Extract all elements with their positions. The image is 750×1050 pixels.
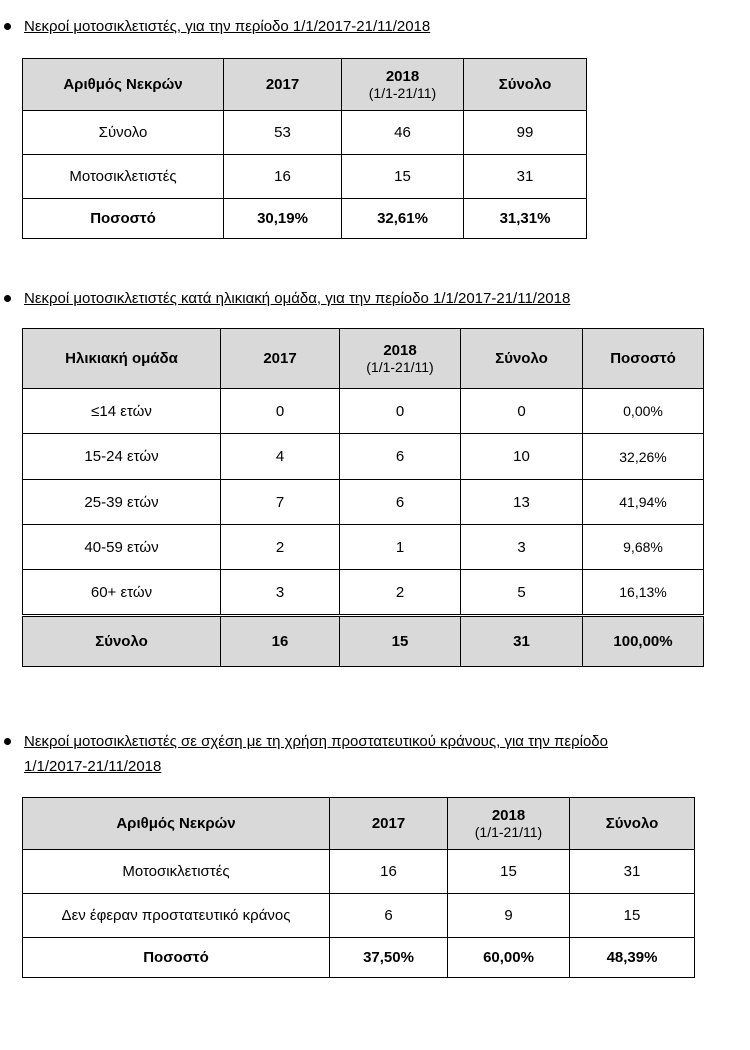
table-cell: 16	[224, 155, 342, 199]
table-cell: 2	[221, 525, 340, 570]
table-cell: 100,00%	[583, 616, 704, 667]
table-cell: 31	[461, 616, 583, 667]
table-cell: 9	[448, 894, 570, 938]
table-cell: 60,00%	[448, 938, 570, 978]
table-cell: 0	[340, 389, 461, 434]
header-period: (1/1-21/11)	[474, 824, 543, 840]
section3-table	[22, 797, 695, 978]
table-cell: 13	[461, 480, 583, 525]
table-cell: 4	[221, 434, 340, 480]
table-cell: 31	[570, 850, 695, 894]
header-cell: 2017	[221, 329, 340, 389]
table-row	[23, 570, 704, 616]
header-cell: Ποσοστό	[583, 329, 704, 389]
header-cell	[340, 329, 461, 389]
header-cell: Σύνολο	[570, 798, 695, 850]
header-cell	[448, 798, 570, 850]
table-row	[23, 434, 704, 480]
table-cell: 5	[461, 570, 583, 616]
table-cell: Ποσοστό	[23, 199, 224, 239]
header-cell: Ηλικιακή ομάδα	[23, 329, 221, 389]
table-cell: ≤14 ετών	[23, 389, 221, 434]
table-cell: 0	[221, 389, 340, 434]
bullet-icon	[4, 738, 11, 745]
table-cell: 31,31%	[464, 199, 587, 239]
table-row	[23, 389, 704, 434]
table-cell: 15	[340, 616, 461, 667]
section3-heading-line1: Νεκροί μοτοσικλετιστές σε σχέση με τη χρήση προστατευτικού κράνους, για την περίοδο	[24, 733, 608, 750]
header-period: (1/1-21/11)	[368, 85, 437, 101]
section2-heading: Νεκροί μοτοσικλετιστές κατά ηλικιακή ομάδα, για την περίοδο 1/1/2017-21/11/2018	[24, 290, 571, 307]
table-cell: Σύνολο	[23, 111, 224, 155]
table-cell: 0,00%	[583, 389, 704, 434]
table-row	[23, 938, 695, 978]
table-cell: 6	[330, 894, 448, 938]
table-cell: Ποσοστό	[23, 938, 330, 978]
table-row	[23, 111, 587, 155]
table-cell: 7	[221, 480, 340, 525]
header-cell: Σύνολο	[464, 59, 587, 111]
section3-heading-line2: 1/1/2017-21/11/2018	[24, 758, 162, 775]
table-cell: 15	[570, 894, 695, 938]
table-cell: 99	[464, 111, 587, 155]
table-header-row	[23, 798, 695, 850]
table-cell: 48,39%	[570, 938, 695, 978]
table-cell: 1	[340, 525, 461, 570]
table-cell: 32,61%	[342, 199, 464, 239]
table-total-row	[23, 616, 704, 667]
table-cell: 15	[448, 850, 570, 894]
section2-table	[22, 328, 704, 667]
table-row	[23, 850, 695, 894]
table-cell: 2	[340, 570, 461, 616]
table-cell: 60+ ετών	[23, 570, 221, 616]
section1-table	[22, 58, 587, 239]
table-cell: 37,50%	[330, 938, 448, 978]
table-cell: 15	[342, 155, 464, 199]
table-row	[23, 525, 704, 570]
table-cell: 41,94%	[583, 480, 704, 525]
bullet-icon	[4, 23, 11, 30]
table-row	[23, 199, 587, 239]
header-period: (1/1-21/11)	[366, 359, 434, 375]
table-cell: 40-59 ετών	[23, 525, 221, 570]
table-cell: 16,13%	[583, 570, 704, 616]
table-cell: 30,19%	[224, 199, 342, 239]
table-header-row	[23, 329, 704, 389]
table-cell: 16	[330, 850, 448, 894]
header-year: 2018	[383, 342, 417, 359]
table-row	[23, 155, 587, 199]
table-cell: 10	[461, 434, 583, 480]
table-cell: 6	[340, 480, 461, 525]
table-header-row	[23, 59, 587, 111]
table-cell: 3	[221, 570, 340, 616]
header-cell: Σύνολο	[461, 329, 583, 389]
table-cell: 15-24 ετών	[23, 434, 221, 480]
table-cell: 16	[221, 616, 340, 667]
table-cell: Μοτοσικλετιστές	[23, 850, 330, 894]
table-cell: 25-39 ετών	[23, 480, 221, 525]
table-cell: 3	[461, 525, 583, 570]
table-cell: 9,68%	[583, 525, 704, 570]
table-cell: Σύνολο	[23, 616, 221, 667]
table-cell: 6	[340, 434, 461, 480]
table-row	[23, 894, 695, 938]
table-cell: 32,26%	[583, 434, 704, 480]
table-cell: 46	[342, 111, 464, 155]
bullet-icon	[4, 295, 11, 302]
header-cell	[342, 59, 464, 111]
table-cell: Δεν έφεραν προστατευτικό κράνος	[23, 894, 330, 938]
table-cell: 31	[464, 155, 587, 199]
header-year: 2018	[491, 807, 526, 824]
table-cell: 53	[224, 111, 342, 155]
table-cell: Μοτοσικλετιστές	[23, 155, 224, 199]
table-row	[23, 480, 704, 525]
header-cell: 2017	[330, 798, 448, 850]
header-cell: Αριθμός Νεκρών	[23, 59, 224, 111]
table-cell: 0	[461, 389, 583, 434]
section1-heading: Νεκροί μοτοσικλετιστές, για την περίοδο 1/1/2017-21/11/2018	[24, 18, 431, 35]
header-cell: Αριθμός Νεκρών	[23, 798, 330, 850]
header-year: 2018	[385, 68, 420, 85]
header-cell: 2017	[224, 59, 342, 111]
